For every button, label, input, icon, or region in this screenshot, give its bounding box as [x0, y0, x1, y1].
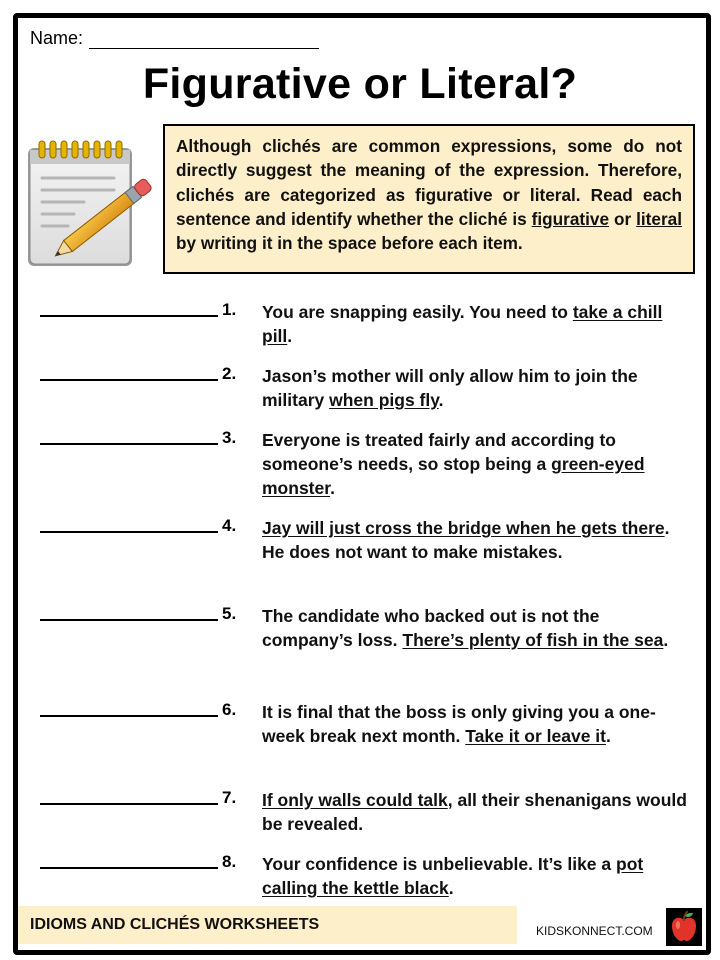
answer-blank[interactable] — [40, 315, 218, 317]
item-cliche: Take it or leave it — [465, 726, 606, 746]
item-cliche: pot calling the kettle black — [262, 854, 644, 898]
footer-site: KIDSKONNECT.COM — [536, 924, 653, 938]
item-number: 4. — [222, 516, 237, 535]
item-sentence — [262, 364, 690, 412]
item-number: 8. — [222, 852, 237, 871]
answer-blank[interactable] — [40, 619, 218, 621]
item-cliche: If only walls could talk — [262, 790, 448, 810]
answer-blank[interactable] — [40, 867, 218, 869]
notepad-pencil-icon — [24, 138, 160, 272]
item-text: Your confidence is unbelievable. It’s like a — [262, 854, 616, 874]
instructions-figurative: figurative — [531, 208, 610, 229]
item-text: Jason’s mother will only allow him to join the military — [262, 366, 638, 410]
item-text: You are snapping easily. You need to — [262, 302, 573, 322]
answer-blank[interactable] — [40, 531, 218, 533]
item-text-end: . — [663, 630, 669, 650]
item-number: 1. — [222, 300, 237, 319]
item-number: 6. — [222, 700, 237, 719]
item-sentence — [262, 300, 690, 348]
item-number: 2. — [222, 364, 237, 383]
item-cliche: There’s plenty of fish in the sea — [402, 630, 664, 650]
item-sentence — [262, 516, 690, 564]
item-sentence — [262, 700, 690, 748]
item-text-end: . — [330, 478, 335, 498]
item-text-end: . — [438, 390, 444, 410]
item-sentence — [262, 852, 690, 900]
item-text-end: . He does not want to make mistakes. — [262, 518, 670, 562]
item-cliche: take a chill pill — [262, 302, 663, 346]
item-cliche: Jay will just cross the bridge when he gets there — [262, 518, 665, 538]
item-text-end: . — [605, 726, 611, 746]
item-number: 3. — [222, 428, 237, 447]
instructions-box — [163, 124, 695, 274]
answer-blank[interactable] — [40, 379, 218, 381]
name-field-row — [30, 28, 319, 49]
item-cliche: green-eyed monster — [262, 454, 645, 498]
item-number: 7. — [222, 788, 237, 807]
name-label: Name: — [30, 28, 84, 48]
instructions-text-end: by writing it in the space before each item. — [176, 233, 523, 254]
item-cliche: when pigs fly — [329, 390, 439, 410]
answer-blank[interactable] — [40, 803, 218, 805]
item-text-end: . — [448, 878, 454, 898]
footer-title: IDIOMS AND CLICHÉS WORKSHEETS — [30, 916, 320, 933]
instructions-text: Although clichés are common expressions, some do not directly suggest the meaning of the expression. Therefore, clichés are categorized as figurative or literal. Read each sentence and identify whether the cliché is — [176, 136, 682, 229]
answer-blank[interactable] — [40, 443, 218, 445]
apple-icon — [666, 908, 702, 946]
item-number: 5. — [222, 604, 237, 623]
page-title: Figurative or Literal? — [142, 60, 578, 108]
item-sentence — [262, 428, 690, 500]
item-text: The candidate who backed out is not the company’s loss. — [262, 606, 600, 650]
instructions-literal: literal — [636, 208, 682, 229]
item-sentence — [262, 604, 690, 652]
item-text: Everyone is treated fairly and according to someone’s needs, so stop being a — [262, 430, 616, 474]
answer-blank[interactable] — [40, 715, 218, 717]
item-text-end: . — [287, 326, 293, 346]
item-text-end: , all their shenanigans would be revealed. — [262, 790, 687, 834]
item-text: It is final that the boss is only giving you a one-week break next month. — [262, 702, 656, 746]
instructions-or: or — [609, 208, 637, 229]
name-input-line[interactable] — [89, 32, 319, 49]
item-sentence — [262, 788, 690, 836]
